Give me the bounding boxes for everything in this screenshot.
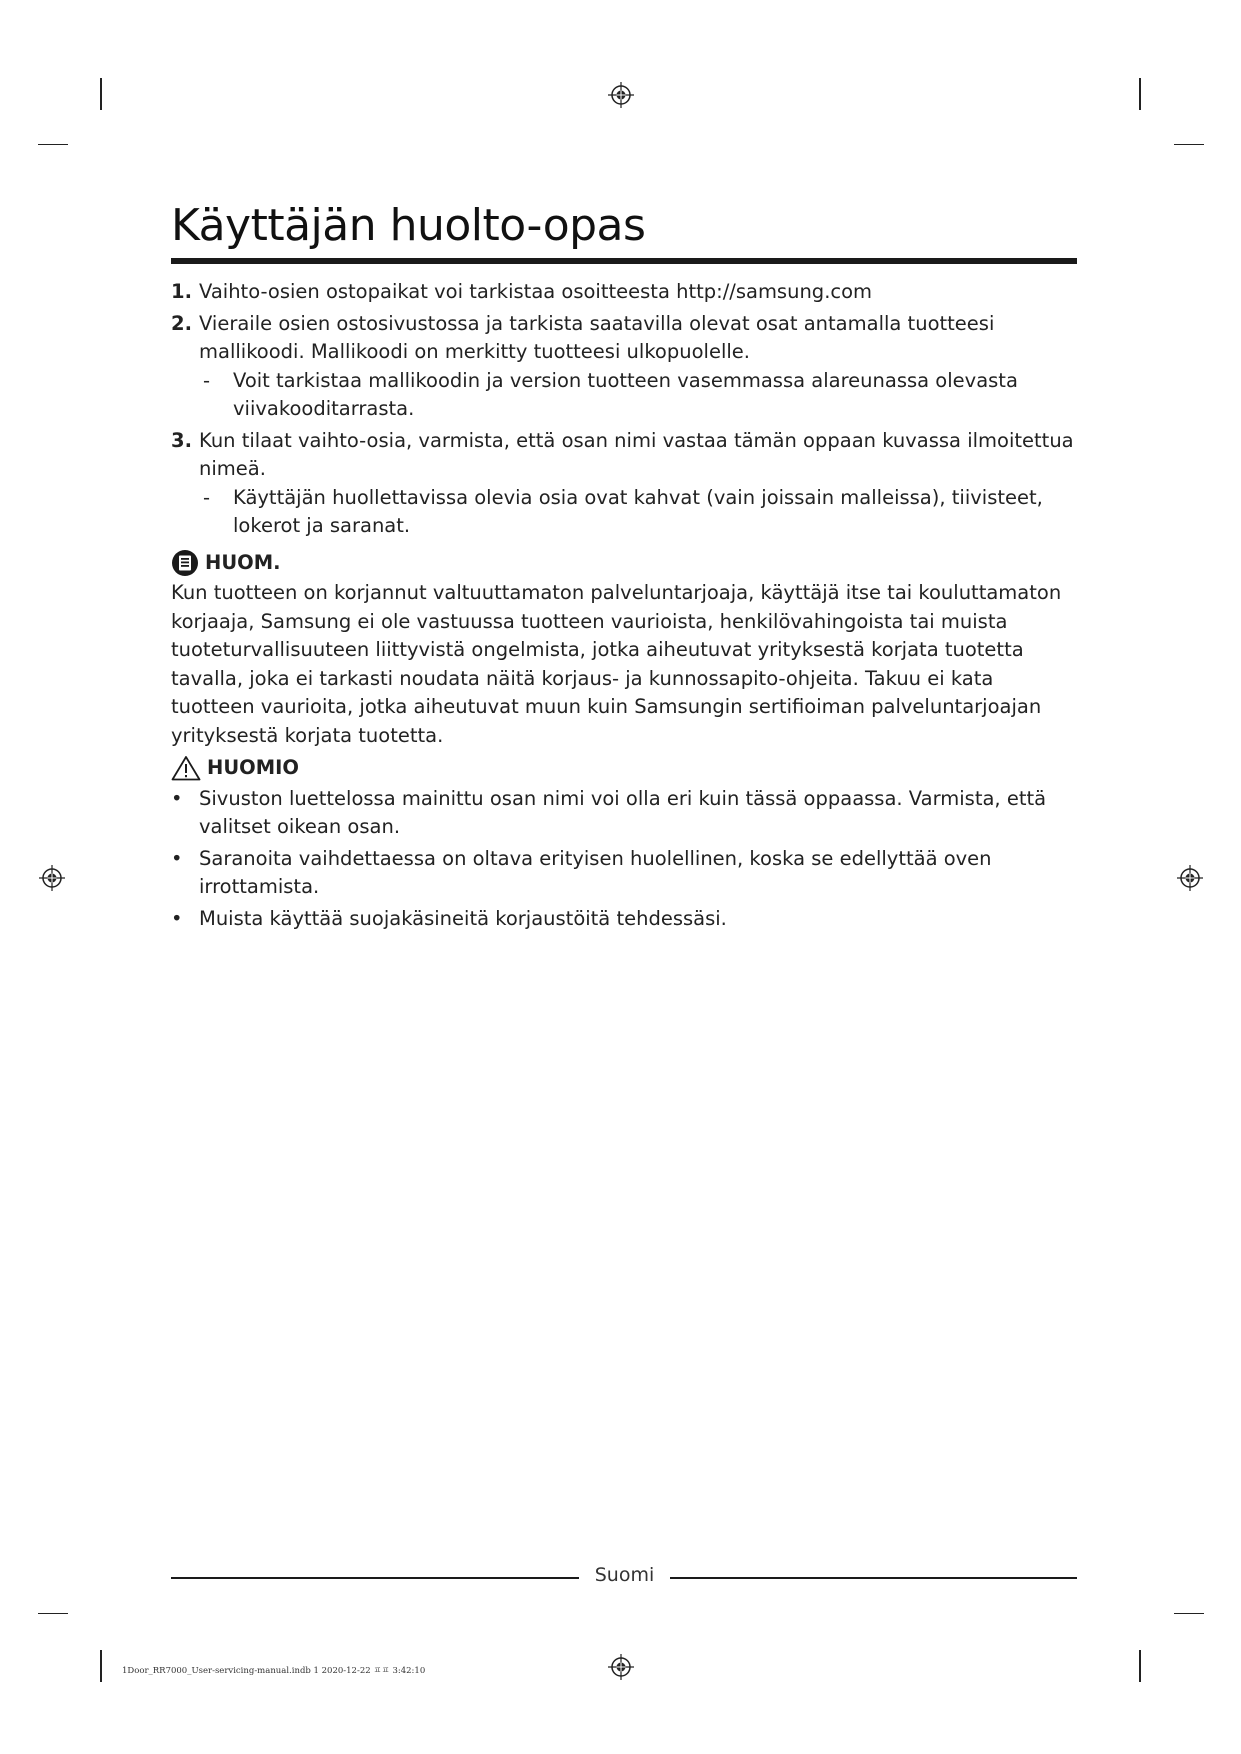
note-text: Kun tuotteen on korjannut valtuuttamaton palveluntarjoaja, käyttäjä itse tai kouluttamaton korjaaja, Samsung ei ole vastuussa tuotteen vaurioista, henkilövahingoista tai muista tuoteturvallisuuteen liittyvistä ongelmista, jotka aiheutuvat yrityksestä korjata tuotetta tavalla, joka ei tarkasti noudata näitä korjaus- ja kunnossapito-ohjeita. Takuu ei kata tuotteen vaurioita, jotka aiheutuvat muun kuin Samsungin sertifioiman palveluntarjoajan yrityksestä korjata tuotetta. (171, 581, 1062, 747)
bullet-marker: • (171, 786, 183, 810)
warning-icon (171, 755, 201, 781)
caution-label: HUOMIO (207, 756, 299, 779)
crop-mark-top-right (1139, 78, 1141, 110)
footer-rule (670, 1577, 1077, 1579)
sub-marker: - (203, 485, 211, 509)
step-text: Kun tilaat vaihto-osia, varmista, että osan nimi vastaa tämän oppaan kuvassa ilmoitettua nimeä. (199, 428, 1074, 480)
step-item (171, 427, 1077, 541)
note-label: HUOM. (205, 550, 281, 574)
crop-mark-top-left (100, 78, 102, 110)
crop-mark-left-lower (38, 1613, 68, 1614)
crop-mark-bottom-right (1139, 1650, 1141, 1682)
step-number: 2. (171, 311, 192, 335)
bullet-marker: • (171, 906, 183, 930)
registration-mark-icon (608, 82, 634, 108)
crop-mark-bottom-left (100, 1650, 102, 1682)
registration-mark-icon (1177, 865, 1203, 891)
page-title: Käyttäjän huolto-opas (171, 200, 646, 251)
step-text: Vaihto-osien ostopaikat voi tarkistaa osoitteesta http://samsung.com (199, 280, 873, 303)
step-text: Vieraile osien ostosivustossa ja tarkista saatavilla olevat osat antamalla tuotteesi mallikoodi. Mallikoodi on merkitty tuotteesi ulkopuolelle. (199, 311, 995, 363)
crop-mark-right-lower (1174, 1613, 1204, 1614)
caution-text: Saranoita vaihdettaessa on oltava erityisen huolellinen, koska se edellyttää oven irrottamista. (199, 846, 992, 898)
registration-mark-icon (39, 865, 65, 891)
registration-mark-icon (608, 1654, 634, 1680)
caution-item (171, 845, 1077, 902)
step-item (171, 310, 1077, 424)
print-slug: 1Door_RR7000_User-servicing-manual.indb 1 2020-12-22 ㅍㅍ 3:42:10 (122, 1666, 426, 1676)
title-underline (171, 258, 1077, 264)
caution-item (171, 785, 1077, 842)
caution-text: Sivuston luettelossa mainittu osan nimi voi olla eri kuin tässä oppaassa. Varmista, että valitset oikean osan. (199, 786, 1047, 838)
sub-marker: - (203, 368, 211, 392)
caution-heading (171, 754, 1077, 783)
footer-rule (171, 1577, 579, 1579)
note-heading (171, 549, 1077, 578)
step-subnote (199, 484, 1077, 541)
caution-text: Muista käyttää suojakäsineitä korjaustöitä tehdessäsi. (199, 906, 727, 930)
caution-item (171, 905, 1077, 934)
crop-mark-left-upper (38, 144, 68, 145)
note-icon (171, 549, 199, 577)
step-item (171, 278, 1077, 307)
subnote-text: Käyttäjän huollettavissa olevia osia ovat kahvat (vain joissain malleissa), tiivisteet, lokerot ja saranat. (233, 485, 1043, 537)
step-number: 3. (171, 428, 192, 452)
crop-mark-right-upper (1174, 144, 1204, 145)
subnote-text: Voit tarkistaa mallikoodin ja version tuotteen vasemmassa alareunassa olevasta viivakooditarrasta. (233, 368, 1018, 420)
bullet-marker: • (171, 846, 183, 870)
main-content (171, 278, 1077, 936)
page-language-label: Suomi (594, 1564, 655, 1586)
step-subnote (199, 367, 1077, 424)
step-number: 1. (171, 280, 192, 303)
